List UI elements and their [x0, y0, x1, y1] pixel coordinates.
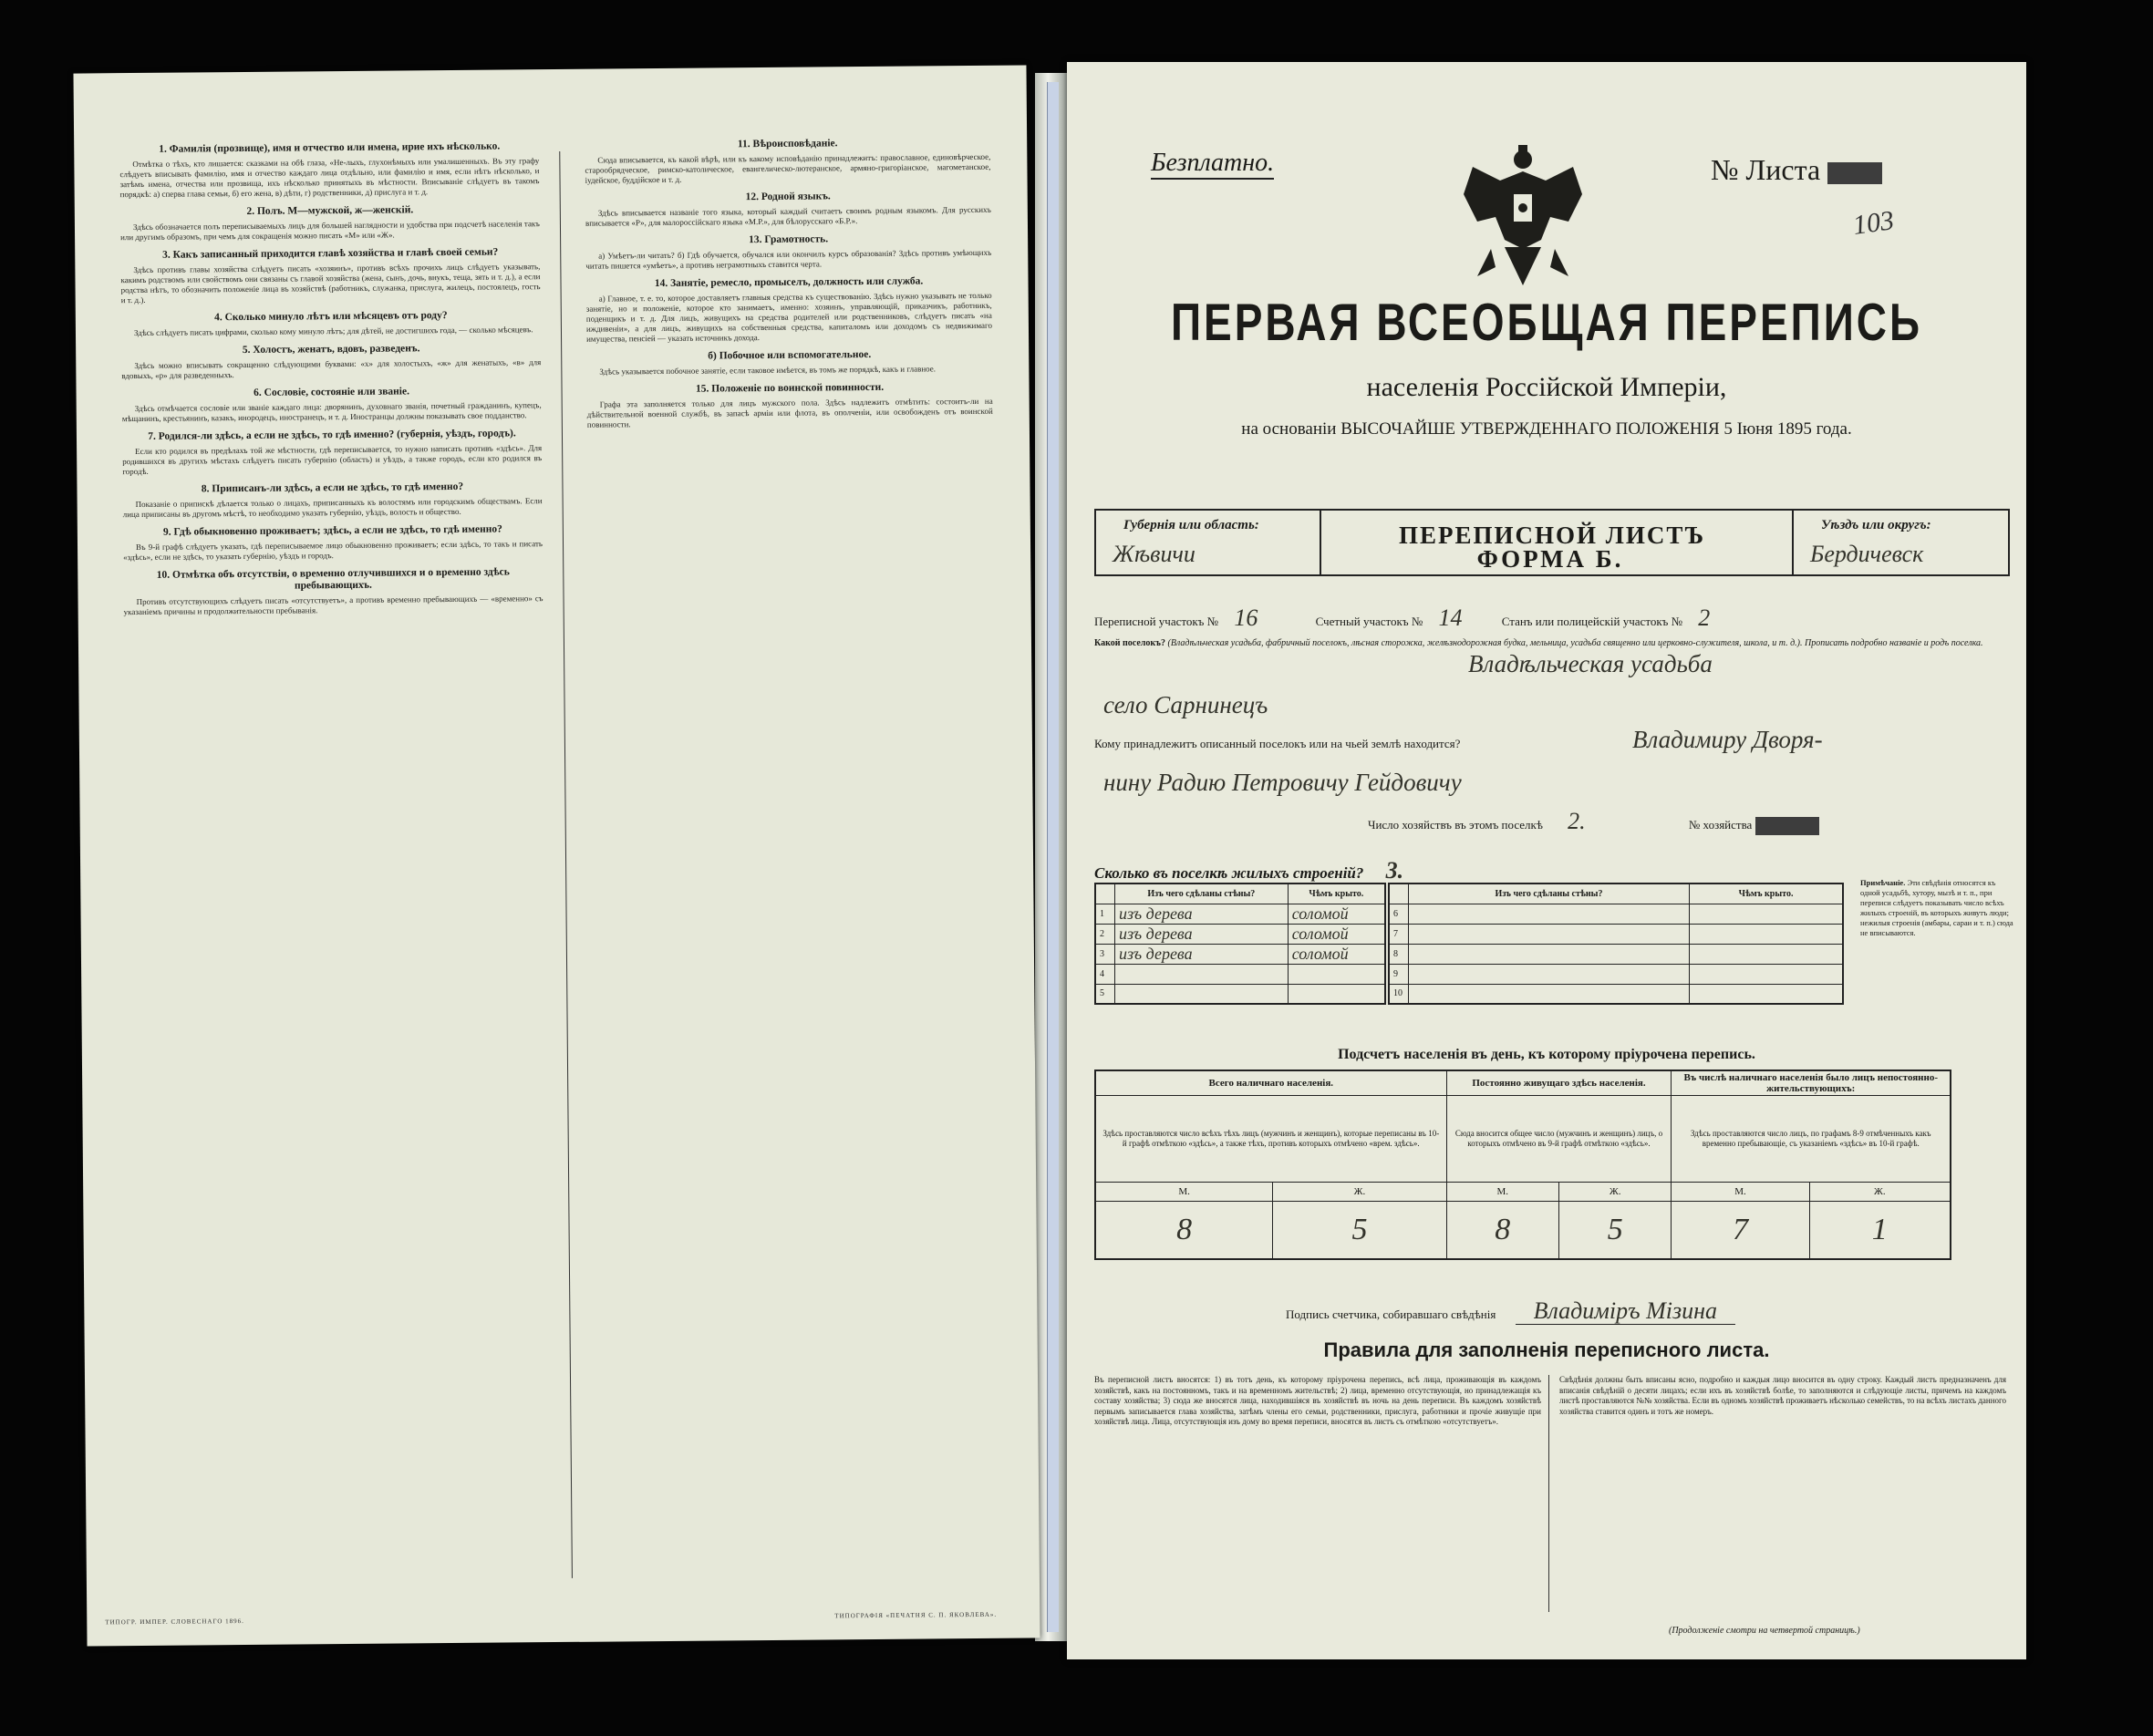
male-count: 7 — [1672, 1202, 1809, 1260]
dwellings-question — [1094, 857, 1403, 884]
sheet-number-label: № Листа — [1711, 153, 1821, 186]
household-redaction — [1755, 817, 1819, 835]
instruction-text: Здѣсь можно вписывать сокращенно слѣдующими буквами: «х» для холостыхъ, «ж» для женатыхъ, «в» для вдовыхъ, «р» для разведенныхъ. — [121, 357, 542, 381]
settlement-note: (Владѣльческая усадьба, фабричный поселокъ, лѣсная сторожка, желѣзнодорожная будка, мельница, усадьба священно или церковно-служителя, школа, и т. д.). Прописать подробно названіе и родъ поселка. — [1167, 638, 1983, 648]
dwellings-label: Сколько въ поселкѣ жилыхъ строеній? — [1094, 864, 1364, 882]
count-group-description: Здѣсь проставляются число всѣхъ тѣхъ лицъ (мужчинъ и женщинъ), которые переписаны въ 10-й графѣ отмѣткою «здѣсь», а также тѣхъ, противъ которыхъ отмѣчено «врем. здѣсь». — [1095, 1096, 1446, 1183]
gubernia-label: Губернія или область: — [1123, 518, 1259, 532]
walls-column-header: Изъ чего сдѣланы стѣны? — [1115, 884, 1289, 904]
census-precinct-value: 16 — [1234, 604, 1258, 631]
instruction-text: Здѣсь противъ главы хозяйства слѣдуетъ писать «хозяинъ», противъ всѣхъ прочихъ лицъ слѣдуетъ указывать, какимъ родствомъ или свойствомъ они связаны съ главой хозяйства (жена, сынъ, дочь, внукъ, теща, зять и т. д.), а если родства нѣтъ, то обозначить положеніе лица въ хозяйствѣ (работникъ, служанка, прислуга, жилецъ, постоялецъ, гость и т. д.). — [120, 262, 541, 305]
dwelling-walls: изъ дерева — [1115, 924, 1289, 944]
uezd-cell — [1792, 511, 2008, 574]
dwelling-row — [1389, 944, 1843, 964]
dwelling-row — [1095, 944, 1385, 964]
dwellings-note — [1860, 878, 2015, 938]
count-group-title: Въ числѣ наличнаго населенія было лицъ непостоянно-жительствующихъ: — [1672, 1070, 1951, 1096]
male-count: 8 — [1095, 1202, 1273, 1260]
instruction-heading: 9. Гдѣ обыкновенно проживаетъ; здѣсь, а если не здѣсь, то гдѣ именно? — [162, 523, 502, 538]
instructions-column-right — [585, 129, 993, 432]
male-count: 8 — [1446, 1202, 1558, 1260]
instruction-heading: 4. Сколько минуло лѣтъ или мѣсяцевъ отъ роду? — [214, 310, 448, 324]
instruction-heading: 1. Фамилія (прозвище), имя и отчество или именa, ирие ихъ нѣсколько. — [159, 140, 501, 155]
male-header: М. — [1672, 1183, 1809, 1202]
dwelling-number: 7 — [1389, 924, 1409, 944]
dwellings-value: 3. — [1385, 857, 1404, 884]
dwelling-row — [1095, 964, 1385, 984]
instructions-column-left — [119, 133, 543, 619]
instruction-heading: 14. Занятіе, ремесло, промыселъ, должность или служба. — [654, 275, 924, 290]
form-name: ФОРМА Б. — [1476, 545, 1624, 573]
population-count-heading: Подсчетъ населенія въ день, къ которому пріурочена перепись. — [1338, 1047, 1755, 1062]
printer-imprint-right: ТИПОГРАФІЯ «ПЕЧАТНЯ С. П. ЯКОВЛЕВА». — [834, 1610, 998, 1620]
police-precinct-label: Станъ или полицейскій участокъ № — [1501, 615, 1683, 628]
census-legal-basis: на основаніи ВЫСОЧАЙШЕ УТВЕРЖДЕННАГО ПОЛОЖЕНІЯ 5 Іюня 1895 года. — [1241, 419, 1852, 439]
counting-precinct-label: Счетный участокъ № — [1315, 615, 1423, 628]
dwelling-number: 6 — [1389, 904, 1409, 924]
counting-precinct-value: 14 — [1438, 604, 1463, 631]
signature-handwritten: Владиміръ Мізина — [1516, 1297, 1735, 1325]
settlement-handwritten-1: Владѣльческая усадьба — [1468, 650, 1713, 677]
note-text: Эти свѣдѣнія относятся къ одной усадьбѣ, хутору, мызѣ и т. п., при переписи слѣдуетъ показывать число всѣхъ жилыхъ строеній, въ которыхъ живутъ люди; нежилыя строенія (амбары, сараи и т. п.) сюда не вписываются. — [1860, 878, 2013, 937]
census-title: ПЕРВАЯ ВСЕОБЩАЯ ПЕРЕПИСЬ — [1170, 292, 1923, 352]
dwelling-row — [1389, 984, 1843, 1004]
rules-heading: Правила для заполненія переписного листа. — [1323, 1338, 1770, 1361]
census-precinct-label: Переписной участокъ № — [1094, 615, 1219, 628]
owner-handwritten-1: Владимиру Дворя- — [1632, 726, 1823, 753]
dwelling-number: 9 — [1389, 964, 1409, 984]
continued-note: (Продолженіе смотри на четвертой страницѣ.) — [1669, 1626, 1860, 1636]
uezd-label: Уѣздъ или округъ: — [1821, 518, 1931, 532]
count-group-description: Сюда вносится общее число (мужчинъ и женщинъ) лицъ, о которыхъ отмѣчено въ 9-й графѣ отмѣткою «здѣсь». — [1446, 1096, 1672, 1183]
instruction-text: Если кто родился въ предѣлахъ той же мѣстности, гдѣ переписывается, то нужно написать противъ «здѣсь». Для родившихся въ другихъ мѣстахъ слѣдуетъ писать губернію (область) и уѣздъ, а также городъ, если кто родился въ городѣ. — [122, 443, 543, 477]
printer-imprint: ТИПОГР. ИМПЕР. СЛОВЕСНАГО 1896. — [105, 1617, 244, 1627]
settlement-handwritten-2: село Сарнинецъ — [1103, 691, 1268, 718]
households-label: Число хозяйствъ въ этомъ поселкѣ — [1368, 818, 1543, 832]
dwelling-roof — [1288, 984, 1385, 1004]
census-form-page — [1067, 62, 2026, 1659]
instruction-heading: б) Побочное или вспомогательное. — [708, 348, 872, 362]
instruction-text: Сюда вписывается, къ какой вѣрѣ, или къ какому исповѣданію принадлежитъ: православное, единовѣрческое, старообрядческое, римско-католическое, евангелическо-лютеранское, армяно-григоріанское, магометанское, іудейское, буддійское и т. д. — [585, 151, 991, 185]
walls-column-header-2: Изъ чего сдѣланы стѣны? — [1409, 884, 1690, 904]
roof-column-header: Чѣмъ крыто. — [1288, 884, 1385, 904]
imperial-eagle-emblem-icon — [1454, 140, 1591, 294]
dwelling-row — [1389, 904, 1843, 924]
instruction-text: Показаніе о припискѣ дѣлается только о лицахъ, приписанныхъ къ волостямъ или городскимъ обществамъ. Если лица приписаны въ другомъ мѣстѣ, то необходимо указать губернію, уѣздъ, волость и общество. — [122, 496, 543, 520]
male-header: М. — [1095, 1183, 1273, 1202]
rules-text-right: Свѣдѣнія должны быть вписаны ясно, подробно и каждыя лицо вносится въ одну строку. Каждый листъ предназначенъ для вписанія свѣдѣній о десяти лицахъ; если ихъ въ хозяйствѣ болѣе, то заполняются и слѣдующіе листы, причемъ на каждомъ листѣ проставляются №№ хозяйства. Если въ одномъ хозяйствѣ проживаетъ нѣсколько семействъ, то на всѣхъ листахъ данного хозяйства ставится одинъ и тотъ же номеръ. — [1559, 1375, 2006, 1416]
instruction-text: Здѣсь указывается побочное занятіе, если таковое имѣется, въ томъ же порядкѣ, какъ и главное. — [599, 364, 937, 377]
female-header: Ж. — [1273, 1183, 1446, 1202]
gubernia-cell — [1096, 511, 1321, 574]
instruction-text: а) Главное, т. е. то, которое доставляетъ главныя средства къ существованію. Здѣсь нужно указывать не только занятіе, но и положеніе, которое кто занимаетъ, именно: хозяинъ, управляющій, приказчикъ, работникъ, поденщикъ и т. д. Для лицъ, живущихъ на средства родителей или родственниковъ, слѣдуетъ писать «на иждивеніи», а для лицъ, живущихъ на собственныя средства, капиталомъ или доходомъ съ недвижимаго имущества, пенсіей — указать источникъ дохода. — [585, 290, 992, 344]
dwelling-number: 5 — [1095, 984, 1115, 1004]
instructions-page — [73, 65, 1040, 1646]
dwelling-roof: соломой — [1288, 944, 1385, 964]
police-precinct-value: 2 — [1698, 604, 1711, 631]
count-group-title: Постоянно живущаго здѣсь населенія. — [1446, 1070, 1672, 1096]
households-line — [1368, 808, 2006, 835]
instruction-text: Въ 9-й графѣ слѣдуетъ указать, гдѣ переписываемое лицо обыкновенно проживаетъ; если здѣсь, то такъ и писать «здѣсь», если не здѣсь, то указать губернію, уѣздъ и городъ. — [123, 539, 543, 563]
dwelling-row — [1389, 924, 1843, 944]
dwelling-row — [1389, 964, 1843, 984]
count-group-description: Здѣсь проставляются число лицъ, по графамъ 8-9 отмѣченныхъ какъ временно пребывающіе, съ указаніемъ «здѣсь» въ 10-й графѣ. — [1672, 1096, 1951, 1183]
rules-text-left: Въ переписной листъ вносятся: 1) въ тотъ день, къ которому пріурочена перепись, всѣ лица, проживающія въ каждомъ хозяйствѣ, какъ на постоянномъ, такъ и на временномъ жительствѣ; 2) лица, временно отсутствующія, но принадлежащія къ составу хозяйства; 3) сюда же вносятся лица, находившіяся въ хозяйствѣ въ ночь на день переписи. Въ каждомъ хозяйствѣ первымъ записывается глава хозяйства, затѣмъ члены его семьи, родственники, прислуга, работники и прочіе живущіе при хозяйствѣ лица. Лица, отсутствующія изъ дому во время переписи, вносятся въ листъ съ отмѣткою «отсутствуетъ». — [1094, 1375, 1541, 1426]
sheet-number — [1711, 153, 1882, 187]
instruction-heading: 10. Отмѣтка объ отсутствіи, о временно отлучившихся и о временно здѣсь пребывающихъ. — [156, 566, 510, 592]
form-title: ПЕРЕПИСНОЙ ЛИСТЪ — [1398, 522, 1706, 549]
free-of-charge-label: Безплатно. — [1151, 149, 1274, 180]
instruction-text: Здѣсь обозначается полъ переписываемыхъ лицъ для большей наглядности и удобства при подсчетѣ населенія такъ или другимъ образомъ, при чемъ для сокращенія можно писать «М» или «Ж». — [120, 219, 540, 243]
instruction-text: Отмѣтка о тѣхъ, кто лишается: сказками на обѣ глаза, «Не-лыхъ, глухонѣмыхъ или умалишенныхъ. Въ эту графу слѣдуетъ вписывать фамилію, имя и отчество каждаго лица отдѣльно, или фамилію и имя, если нѣтъ нѣсколько, и затѣмъ имена, отчества или прозвища, ихъ нѣсколько принятыхъ въ мѣстности. Вписываніе слѣдуетъ въ такомъ порядкѣ: а) сперва глава семьи, б) его жена, в) дѣти, г) родственники, д) прислуга и т. д. — [119, 156, 540, 200]
instruction-text: Графа эта заполняется только для лицъ мужского пола. Здѣсь надлежитъ отмѣтить: состоитъ-ли на дѣйствительной военной службѣ, въ запасѣ армiи или флота, въ ополченіи, или освобожденъ отъ воинской повинности. — [586, 396, 993, 429]
dwelling-walls: изъ дерева — [1115, 944, 1289, 964]
enumerator-signature-line — [1286, 1297, 1735, 1325]
dwelling-roof: соломой — [1288, 904, 1385, 924]
female-count: 1 — [1809, 1202, 1951, 1260]
census-subtitle: населенія Россійской Имперіи, — [1366, 372, 1727, 402]
dwelling-roof — [1288, 964, 1385, 984]
dwelling-number: 1 — [1095, 904, 1115, 924]
dwelling-walls: изъ дерева — [1115, 904, 1289, 924]
male-header: М. — [1446, 1183, 1558, 1202]
redaction-block — [1827, 162, 1882, 184]
owner-handwritten-2: нину Радию Петровичу Гейдовичу — [1103, 769, 1462, 796]
instruction-heading: 2. Полъ. М—мужской, ж—женскій. — [246, 204, 414, 217]
binding-tape — [1047, 82, 1059, 1632]
instruction-heading: 11. Вѣроисповѣданіе. — [737, 138, 838, 150]
population-count-table — [1094, 1070, 1951, 1260]
dwellings-table-left — [1094, 883, 1386, 1005]
dwelling-walls — [1115, 984, 1289, 1004]
dwelling-number: 10 — [1389, 984, 1409, 1004]
settlement-line — [1094, 638, 1988, 648]
instruction-text: Здѣсь слѣдуетъ писать цифрами, сколько кому минуло лѣтъ; для дѣтей, не достигшихъ года, — сколько мѣсяцевъ. — [133, 325, 533, 338]
roof-column-header-2: Чѣмъ крыто. — [1690, 884, 1843, 904]
household-number-label: № хозяйства — [1688, 818, 1753, 832]
owner-label: Кому принадлежитъ описанный поселокъ или на чьей землѣ находится? — [1094, 737, 1461, 750]
dwellings-table-right — [1388, 883, 1844, 1005]
dwelling-number: 3 — [1095, 944, 1115, 964]
instruction-text: Здѣсь вписывается названіе того языка, который каждый считаетъ своимъ родным языкомъ. Для русскихъ вписывается «Р», для малороссійскаго языка «М.Р.», для бѣлорусскаго «Б.Р.». — [585, 204, 991, 228]
instruction-heading: 8. Приписанъ-ли здѣсь, а если не здѣсь, то гдѣ именно? — [201, 480, 464, 495]
note-label: Примѣчаніе. — [1860, 878, 1906, 887]
instruction-text: а) Умѣетъ-ли читать? б) Гдѣ обучается, обучался или окончилъ курсъ образованія? Здѣсь противъ умѣющихъ читать пишется «умѣетъ», а противъ неграмотныхъ ставится черта. — [585, 247, 992, 271]
uezd-handwritten: Бердичевск — [1810, 541, 1924, 567]
owner-line — [1094, 737, 2006, 751]
female-count: 5 — [1558, 1202, 1671, 1260]
instruction-heading: 3. Какъ записанный приходится главѣ хозяйства и главѣ своей семьи? — [162, 246, 499, 261]
column-divider — [559, 151, 573, 1578]
dwelling-row — [1095, 904, 1385, 924]
dwelling-row — [1095, 984, 1385, 1004]
dwelling-row — [1095, 924, 1385, 944]
female-header: Ж. — [1558, 1183, 1671, 1202]
instruction-heading: 5. Холостъ, женатъ, вдовъ, разведенъ. — [242, 343, 420, 356]
dwelling-number: 4 — [1095, 964, 1115, 984]
instruction-text: Здѣсь отмѣчается сословіе или званіе каждаго лица: дворянинъ, духовнаго званія, почетный гражданинъ, купецъ, мѣщанинъ, крестьянинъ, казакъ, инородецъ, иностранецъ, и т. д. Иностранцы должны показывать свое подданство. — [121, 400, 542, 424]
female-count: 5 — [1273, 1202, 1446, 1260]
count-group-title: Всего наличнаго населенія. — [1095, 1070, 1446, 1096]
rules-divider — [1548, 1375, 1549, 1612]
dwelling-walls — [1115, 964, 1289, 984]
dwelling-number: 2 — [1095, 924, 1115, 944]
instruction-text: Противъ отсутствующихъ слѣдуетъ писать «отсутствуетъ», а противъ временно пребывающихъ — «временно» съ указаніемъ причины и продолжительности пребыванія. — [123, 594, 543, 617]
gubernia-handwritten: Жѣвичи — [1113, 541, 1196, 567]
handwritten-sheet-number: 103 — [1850, 205, 1897, 241]
signature-label: Подпись счетчика, собиравшаго свѣдѣнія — [1286, 1307, 1496, 1321]
settlement-label: Какой поселокъ? — [1094, 638, 1165, 648]
instruction-heading: 13. Грамотность. — [749, 233, 829, 246]
households-value: 2. — [1568, 808, 1586, 834]
dwelling-number: 8 — [1389, 944, 1409, 964]
instruction-heading: 7. Родился-ли здѣсь, а если не здѣсь, то гдѣ именно? (губернія, уѣздъ, городъ). — [148, 428, 516, 442]
instruction-heading: 15. Положеніе по воинской повинности. — [695, 381, 885, 395]
instruction-heading: 6. Сословіе, состояніе или званіе. — [254, 386, 410, 398]
dwelling-roof: соломой — [1288, 924, 1385, 944]
female-header: Ж. — [1809, 1183, 1951, 1202]
instruction-heading: 12. Родной языкъ. — [745, 191, 831, 203]
precinct-line — [1094, 604, 2006, 632]
